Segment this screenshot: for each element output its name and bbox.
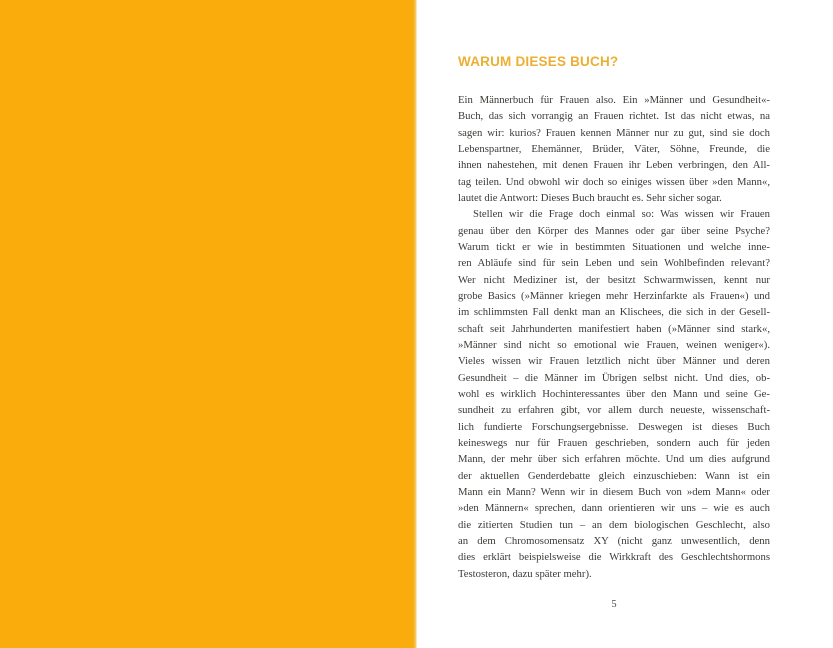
text-line: der aktuellen Genderdebatte gleich einzuschieben: Wann ist ein [458, 469, 770, 482]
text-line: wohl es wirklich Hochinteressantes über den Mann und seine Ge- [458, 387, 770, 400]
text-line: sundheit zu erfahren gibt, vor allem durch neueste, wissenschaft- [458, 404, 770, 417]
text-line: ren Abläufe sind für sein Leben und sein Wohlbefinden relevant? [458, 257, 770, 270]
text-line: keineswegs nur für Frauen geschrieben, sondern auch für jeden [458, 436, 770, 449]
text-line: grobe Basics (»Männer kriegen mehr Herzinfarkte als Frauen«) und [458, 289, 770, 302]
text-line: Testosteron, dazu später mehr). [458, 567, 592, 580]
text-line: sagen wir: kurios? Frauen kennen Männer nur zu gut, sind sie doch [458, 126, 770, 139]
text-line: tag teilen. Und obwohl wir doch so einiges wissen über »den Mann«, [458, 175, 770, 188]
text-line: Vieles wissen wir Frauen letztlich nicht über Männer und deren [458, 355, 770, 368]
text-line: die zitierten Studien tun – an dem biologischen Geschlecht, also [458, 518, 770, 531]
text-line: Wer nicht Mediziner ist, der besitzt Schwarmwissen, kennt nur [458, 273, 770, 286]
page-number: 5 [611, 599, 617, 610]
text-line: Lebenspartner, Ehemänner, Brüder, Väter, Söhne, Freunde, die [458, 142, 770, 155]
text-line: Ein Männerbuch für Frauen also. Ein »Männer und Gesundheit«- [458, 94, 770, 106]
text-line: Gesundheit – die Männer im Übrigen selbst nicht. Und dies, ob- [458, 371, 770, 384]
text-line: Buch, das sich vorrangig an Frauen richtet. Ist das nicht etwas, na [458, 110, 770, 123]
text-line: Mann, der mehr über sich erfahren möchte. Und um dies aufgrund [458, 453, 770, 466]
text-line: im schlimmsten Fall denkt man an Klischees, die sich in der Gesell- [458, 306, 770, 319]
text-line: Warum tickt er wie in bestimmten Situationen und welche inne- [458, 240, 770, 253]
body-text-block [458, 92, 770, 582]
text-line: ihnen nahestehen, mit denen Frauen ihr Leben verbringen, den All- [458, 159, 770, 172]
text-line: lich fundierte Forschungsergebnisse. Deswegen ist dieses Buch [458, 420, 770, 433]
text-line: »den Männern« sprechen, dann orientieren wir uns – wie es auch [458, 502, 770, 515]
text-line: »Männer sind nicht so emotional wie Frauen, weinen weniger«). [458, 338, 770, 351]
text-line: schaft seit Jahrhunderten manifestiert haben (»Männer sind stark«, [458, 322, 770, 335]
text-line: an dem Chromosomensatz XY (nicht ganz unwesentlich, denn [458, 534, 770, 547]
text-line: Mann ein Mann? Wenn wir in diesem Buch von »dem Mann« oder [458, 485, 770, 498]
text-line: Stellen wir die Frage doch einmal so: Was wissen wir Frauen [473, 208, 770, 221]
text-line: lautet die Antwort: Dieses Buch braucht es. Sehr sicher sogar. [458, 191, 722, 204]
chapter-heading: WARUM DIESES BUCH? [458, 54, 619, 69]
text-line: genau über den Körper des Mannes oder gar über seine Psyche? [458, 224, 770, 237]
text-line: dies erklärt beispielsweise die Wirkkraft des Geschlechtshormons [458, 551, 770, 564]
